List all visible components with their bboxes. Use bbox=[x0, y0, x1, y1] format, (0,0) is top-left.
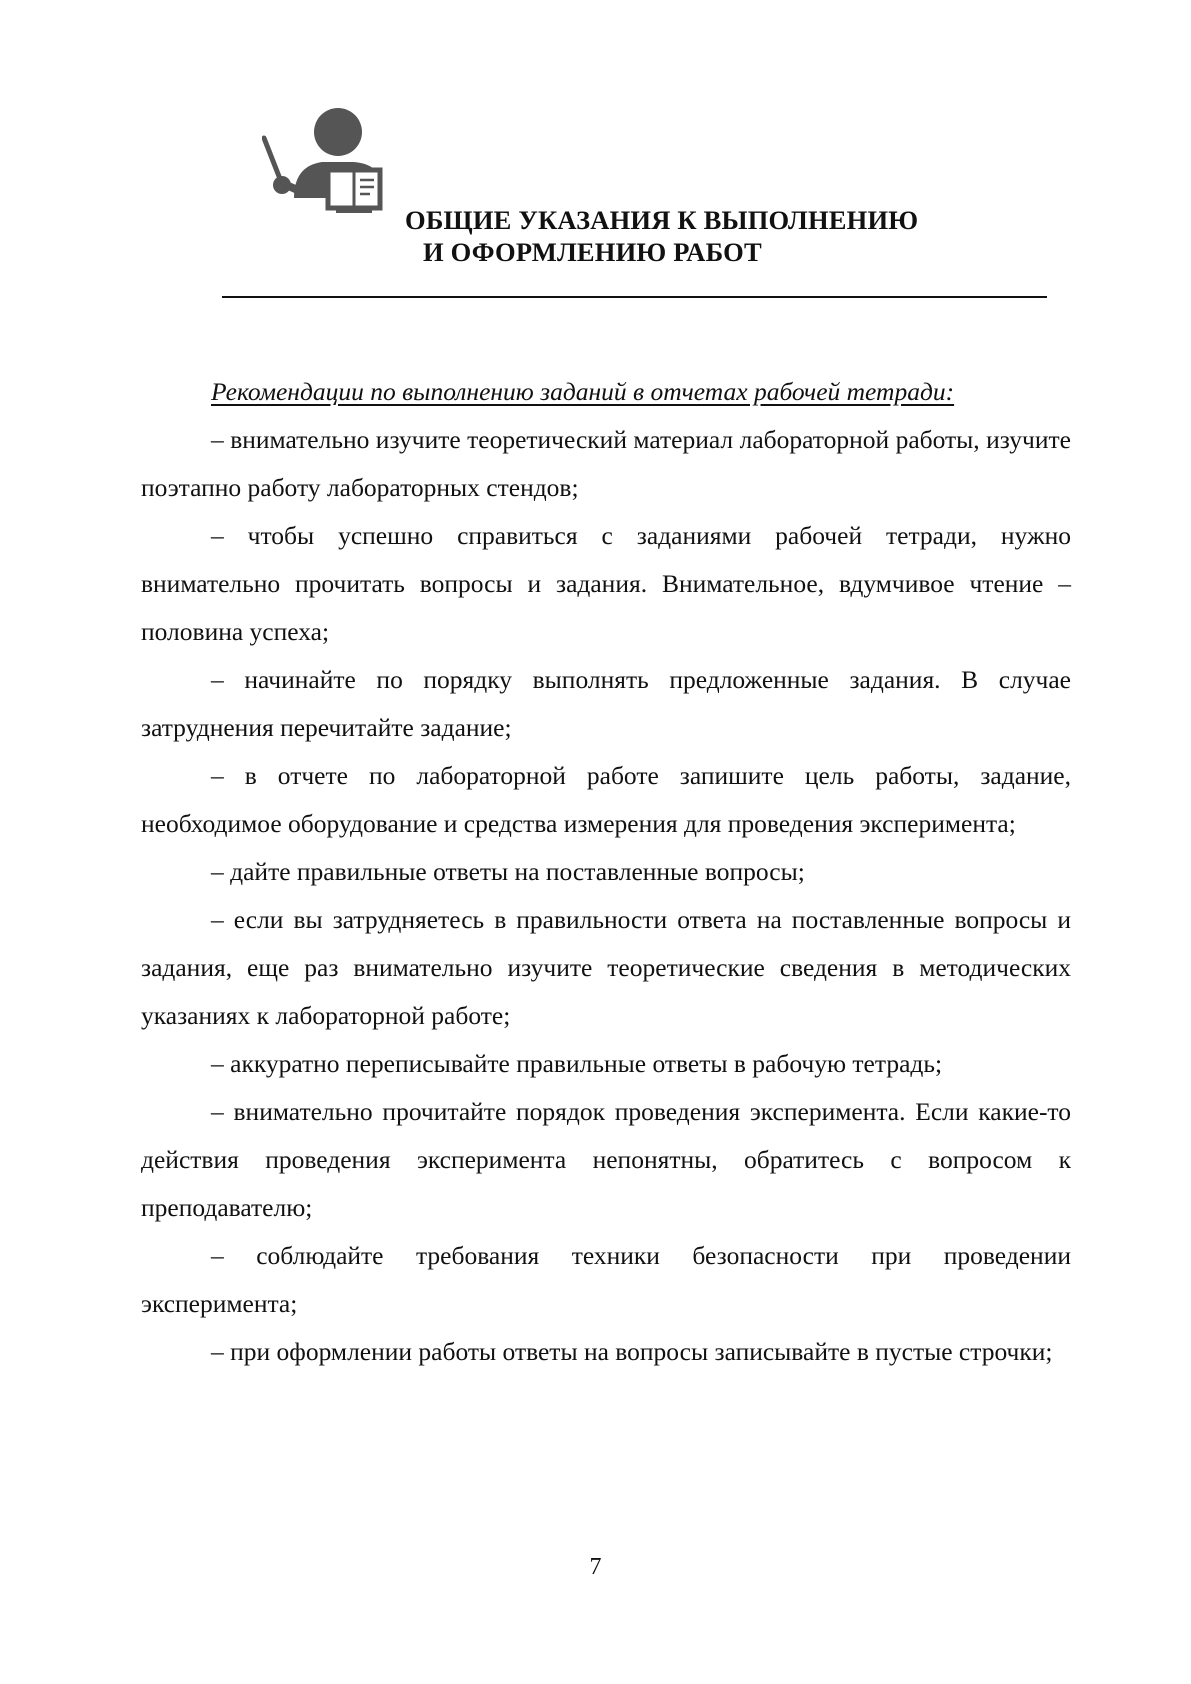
list-item: – при оформлении работы ответы на вопросы записывайте в пустые строчки; bbox=[211, 1337, 1053, 1366]
list-item: – внимательно прочитайте порядок проведения эксперимента. Если какие-то действия проведения эксперимента непонятны, обратитесь с вопросом к преподавателю; bbox=[141, 1097, 1071, 1222]
list-item: – соблюдайте требования техники безопасности при проведении эксперимента; bbox=[141, 1241, 1071, 1318]
list-item: – в отчете по лабораторной работе запишите цель работы, задание, необходимое оборудование и средства измерения для проведения эксперимента; bbox=[141, 761, 1071, 838]
recommendations-section bbox=[141, 368, 1071, 1376]
page-title bbox=[405, 204, 1025, 268]
title-divider bbox=[222, 296, 1047, 298]
list-item: – чтобы успешно справиться с заданиями рабочей тетради, нужно внимательно прочитать вопросы и задания. Внимательное, вдумчивое чтение – половина успеха; bbox=[141, 521, 1071, 646]
page-number: 7 bbox=[589, 1554, 602, 1580]
section-subtitle: Рекомендации по выполнению заданий в отчетах рабочей тетради: bbox=[211, 377, 955, 406]
teacher-pointer-book-icon bbox=[262, 104, 402, 228]
title-line-1: ОБЩИЕ УКАЗАНИЯ К ВЫПОЛНЕНИЮ bbox=[405, 205, 919, 235]
list-item: – начинайте по порядку выполнять предложенные задания. В случае затруднения перечитайте задание; bbox=[141, 665, 1071, 742]
title-line-2: И ОФОРМЛЕНИЮ РАБОТ bbox=[423, 237, 762, 267]
list-item: – дайте правильные ответы на поставленные вопросы; bbox=[211, 857, 805, 886]
list-item: – внимательно изучите теоретический материал лабораторной работы, изучите поэтапно работу лабораторных стендов; bbox=[141, 425, 1071, 502]
list-item: – если вы затрудняетесь в правильности ответа на поставленные вопросы и задания, еще раз внимательно изучите теоретические сведения в методических указаниях к лабораторной работе; bbox=[141, 905, 1071, 1030]
list-item: – аккуратно переписывайте правильные ответы в рабочую тетрадь; bbox=[211, 1049, 943, 1078]
